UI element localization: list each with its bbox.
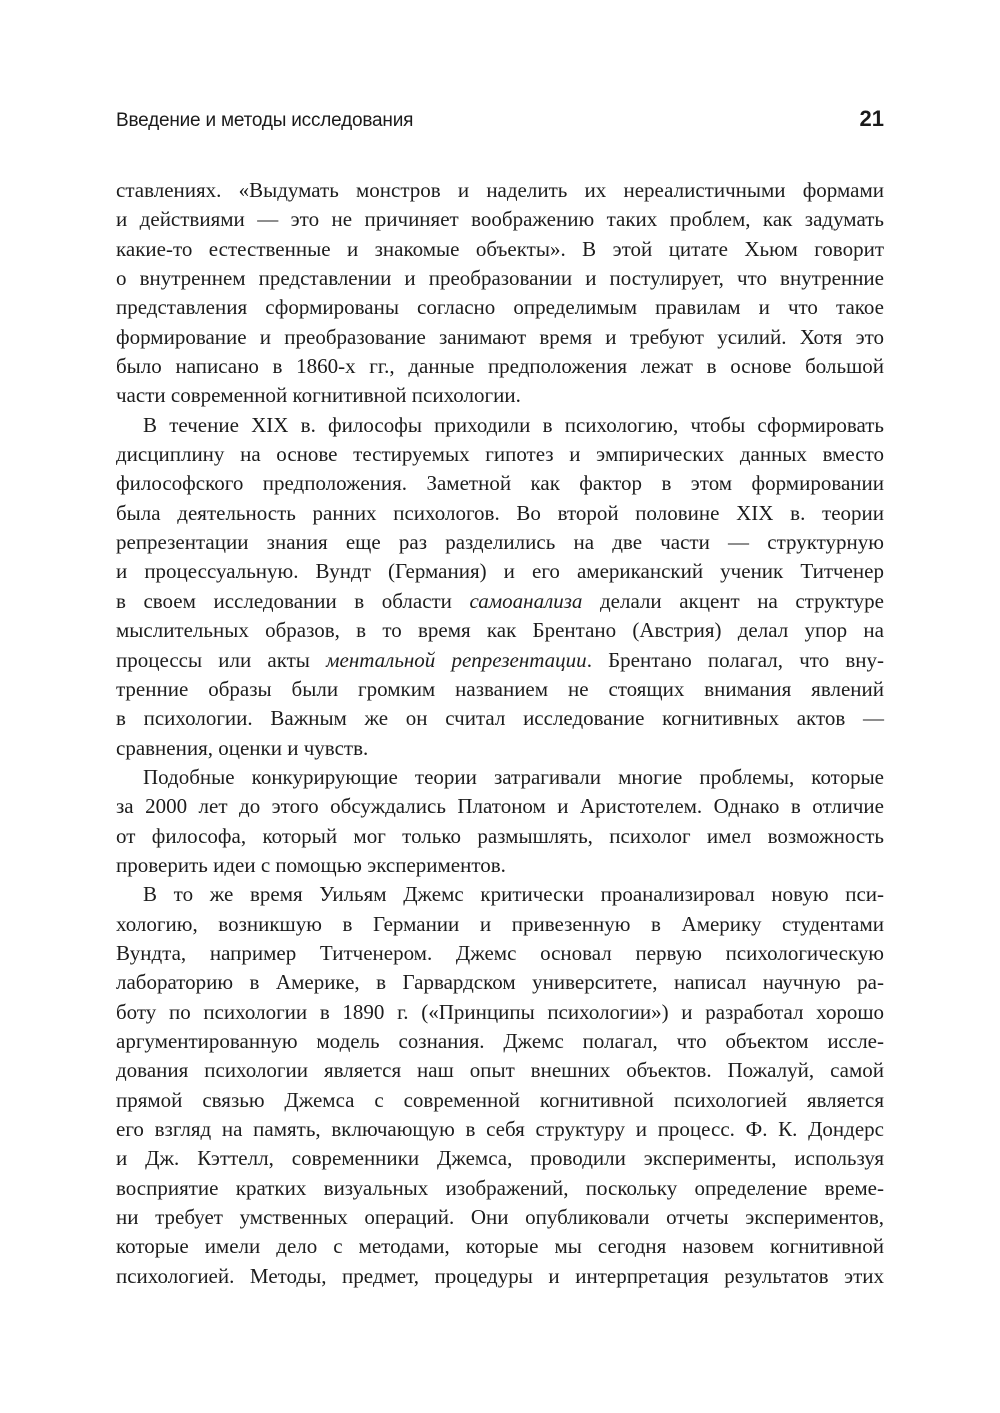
text-line: сравнения, оценки и чувств. [116,735,369,760]
page-number: 21 [859,106,884,131]
text-line: за 2000 лет до этого обсуждались Платоном и Аристотелем. Однако в отличие [116,794,884,819]
text-line: и процессуальную. Вундт (Германия) и его американский ученик Титченер [116,559,884,584]
text-line: его взгляд на память, включающую в себя структуру и процесс. Ф. К. Дондерс [116,1117,884,1141]
text-line: репрезентации знания еще раз разделились на две части — структурную [116,530,884,555]
text-line: о внутреннем представлении и преобразовании и постулирует, что внутренние [116,266,884,291]
text-line: дисциплину на основе тестируемых гипотез и эмпирических данных вместо [116,442,884,467]
text-line: в своем исследовании в области самоанализа делали акцент на структуре [116,588,884,613]
text-line: было написано в 1860-х гг., данные предположения лежат в основе большой [116,354,884,379]
text-line: аргументированную модель сознания. Джемс полагал, что объектом иссле- [116,1028,884,1053]
text-line: ставлениях. «Выдумать монстров и наделить их нереалистичными формами [116,178,884,202]
text-line: психологией. Методы, предмет, процедуры и интерпретация результатов этих [116,1263,884,1288]
text-line: тренние образы были громким названием не стоящих внимания явлений [116,676,884,701]
text-line: какие-то естественные и знакомые объекты». В этой цитате Хьюм говорит [116,236,884,261]
text-line: части современной когнитивной психологии. [116,383,521,408]
text-line: ни требует умственных операций. Они опубликовали отчеты экспериментов, [116,1205,884,1230]
text-line: восприятие кратких визуальных изображений, поскольку определение време- [116,1175,884,1200]
text-line: мыслительных образов, в то время как Брентано (Австрия) делал упор на [116,618,884,643]
text-line: прямой связью Джемса с современной когнитивной психологией является [116,1087,884,1112]
text-line: боту по психологии в 1890 г. («Принципы психологии») и разработал хорошо [116,999,884,1024]
body-text [116,176,884,1291]
text-line: процессы или акты ментальной репрезентации. Брентано полагал, что вну- [116,647,884,672]
text-line: Вундта, например Титченером. Джемс основал первую психологическую [116,940,884,965]
text-line: от философа, который мог только размышлять, психолог имел возможность [116,823,884,848]
text-line: философского предположения. Заметной как фактор в этом формировании [116,471,884,496]
text-line: дования психологии является наш опыт внешних объектов. Пожалуй, самой [116,1058,884,1083]
running-head [116,106,884,136]
text-line: Подобные конкурирующие теории затрагивали многие проблемы, которые [143,764,884,789]
text-line: В течение XIX в. философы приходили в психологию, чтобы сформировать [143,412,884,437]
emphasized-term: ментальной репрезентации [326,647,587,672]
emphasized-term: самоанализа [469,588,583,613]
text-line: и действиями — это не причиняет воображению таких проблем, как задумать [116,207,884,232]
paragraph [116,763,884,880]
text-line: в психологии. Важным же он считал исследование когнитивных актов — [116,706,884,731]
paragraph [116,880,884,1291]
text-line: представления сформированы согласно определимым правилам и что такое [116,295,884,320]
text-line: хологию, возникшую в Германии и привезенную в Америку студентами [116,911,884,936]
text-line: проверить идеи с помощью экспериментов. [116,852,506,877]
running-title: Введение и методы исследования [116,110,414,131]
paragraph [116,176,884,411]
text-line: и Дж. Кэттелл, современники Джемса, проводили эксперименты, используя [116,1146,884,1171]
text-line: была деятельность ранних психологов. Во второй половине XIX в. теории [116,500,884,525]
text-line: которые имели дело с методами, которые мы сегодня назовем когнитивной [116,1234,884,1259]
text-line: лабораторию в Америке, в Гарвардском университете, написал научную ра- [116,970,884,995]
paragraph [116,411,884,763]
text-line: В то же время Уильям Джемс критически проанализировал новую пси- [143,882,884,907]
text-line: формирование и преобразование занимают время и требуют усилий. Хотя это [116,324,884,349]
